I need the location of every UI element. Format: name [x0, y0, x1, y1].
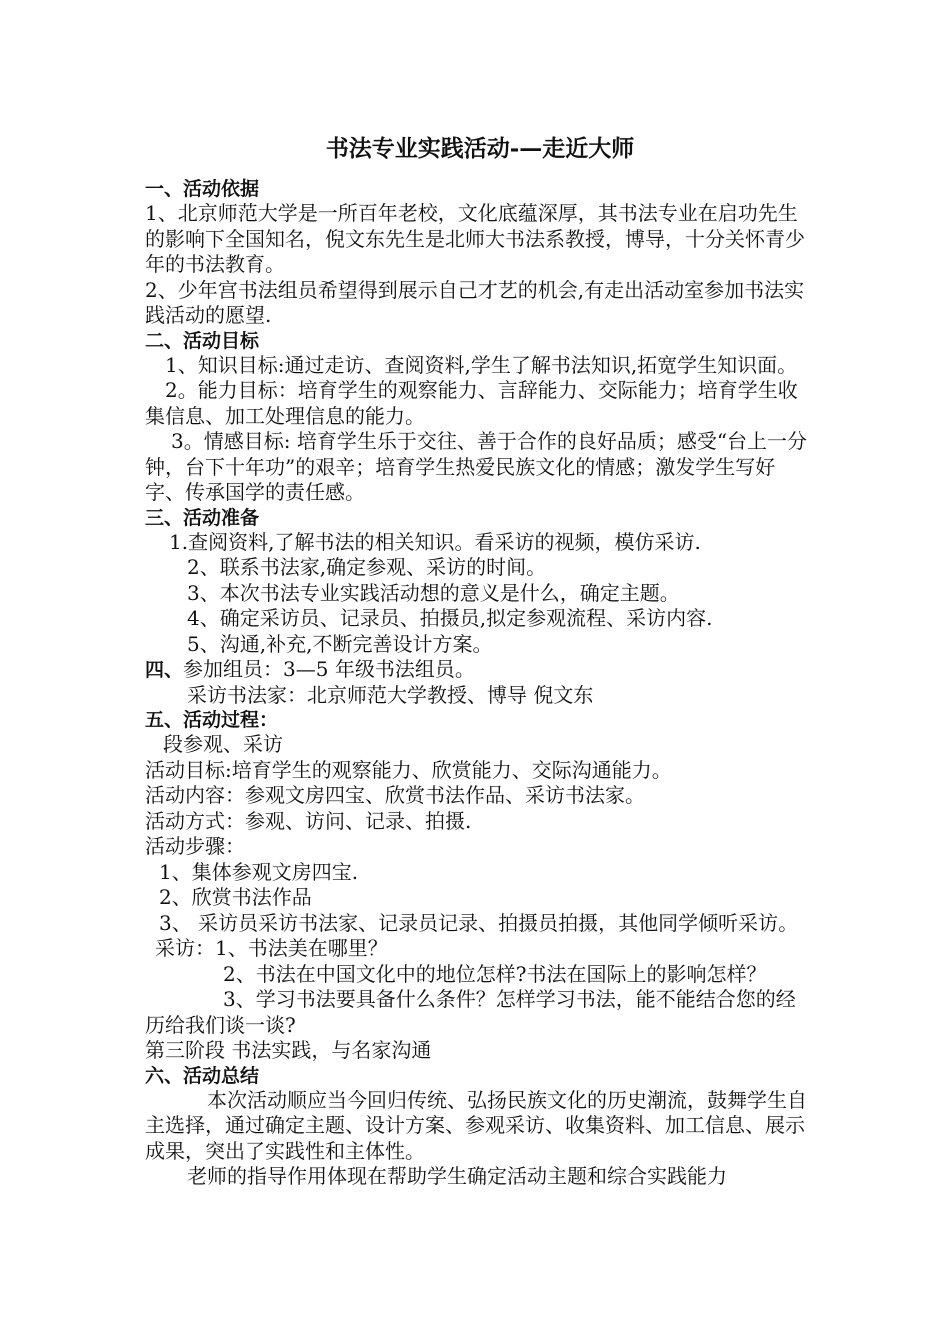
section-heading-participants: 四、	[145, 659, 184, 681]
prep-item-2: 2、联系书法家,确定参观、采访的时间。	[187, 555, 547, 579]
goal-emotion: 3。情感目标: 培育学生乐于交往、善于合作的良好品质；感受“台上一分钟，台下十年功”的艰辛；培育学生热爱民族文化的情感；激发学生写好字、传承国学的责任感。	[145, 429, 808, 504]
interviewee-line: 采访书法家：北京师范大学教授、博导 倪文东	[187, 682, 594, 707]
process-stage-visit: 段参观、采访	[163, 732, 283, 756]
process-goal: 活动目标:培育学生的观察能力、欣赏能力、交际沟通能力。	[145, 757, 672, 782]
section-heading-goals: 二、活动目标	[145, 329, 260, 352]
process-content: 活动内容：参观文房四宝、欣赏书法作品、采访书法家。	[145, 783, 645, 807]
prep-item-4: 4、确定采访员、记录员、拍摄员,拟定参观流程、采访内容.	[187, 606, 713, 630]
process-step-2: 2、欣赏书法作品	[159, 885, 312, 909]
interview-question-2: 2、书法在中国文化中的地位怎样?书法在国际上的影响怎样？	[223, 961, 767, 986]
prep-item-3: 3、本次书法专业实践活动想的意义是什么，确定主题。	[187, 580, 680, 605]
goal-ability: 2。能力目标：培育学生的观察能力、言辞能力、交际能力；培育学生收集信息、加工处理信息的能力。	[145, 378, 798, 428]
interview-question-3: 3、学习书法要具备什么条件？怎样学习书法，能不能结合您的经历给我们谈一谈?	[145, 987, 796, 1037]
process-step-1: 1、集体参观文房四宝.	[159, 859, 359, 884]
document-body	[145, 130, 815, 1190]
process-steps-label: 活动步骤：	[145, 834, 245, 858]
section-heading-process: 五、活动过程：	[145, 709, 279, 731]
document-title: 书法专业实践活动-—走近大师	[325, 135, 635, 162]
process-step-3: 3、 采访员采访书法家、记录员记录、拍摄员拍摄，其他同学倾听采访。	[159, 910, 799, 935]
interview-question-1: 采访：1、书法美在哪里？	[155, 936, 388, 960]
section-heading-basis: 一、活动依据	[145, 178, 260, 200]
basis-paragraph-1: 1、北京师范大学是一所百年老校，文化底蕴深厚，其书法专业在启功先生的影响下全国知名，倪文东先生是北师大书法系教授，博导，十分关怀青少年的书法教育。	[145, 201, 805, 276]
prep-item-5: 5、沟通,补充,不断完善设计方案。	[187, 631, 493, 656]
process-method: 活动方式：参观、访问、记录、拍摄.	[145, 808, 472, 833]
summary-paragraph-2: 老师的指导作用体现在帮助学生确定活动主题和综合实践能力	[187, 1164, 727, 1188]
section-heading-summary: 六、活动总结	[145, 1064, 260, 1087]
participants-text: 参加组员：3—5 年级书法组员。	[183, 657, 475, 681]
section-heading-preparation: 三、活动准备	[145, 506, 260, 529]
process-stage-3: 第三阶段 书法实践，与名家沟通	[145, 1038, 432, 1062]
participants-line	[145, 657, 815, 683]
prep-item-1: 1.查阅资料,了解书法的相关知识。看采访的视频，模仿采访.	[169, 529, 701, 554]
summary-paragraph-1: 本次活动顺应当今回归传统、弘扬民族文化的历史潮流，鼓舞学生自主选择，通过确定主题、设计方案、参观采访、收集资料、加工信息、展示成果，突出了实践性和主体性。	[145, 1087, 807, 1163]
basis-paragraph-2: 2、少年宫书法组员希望得到展示自己才艺的机会,有走出活动室参加书法实践活动的愿望.	[145, 277, 805, 327]
goal-knowledge: 1、知识目标:通过走访、查阅资料,学生了解书法知识,拓宽学生知识面。	[165, 352, 798, 377]
